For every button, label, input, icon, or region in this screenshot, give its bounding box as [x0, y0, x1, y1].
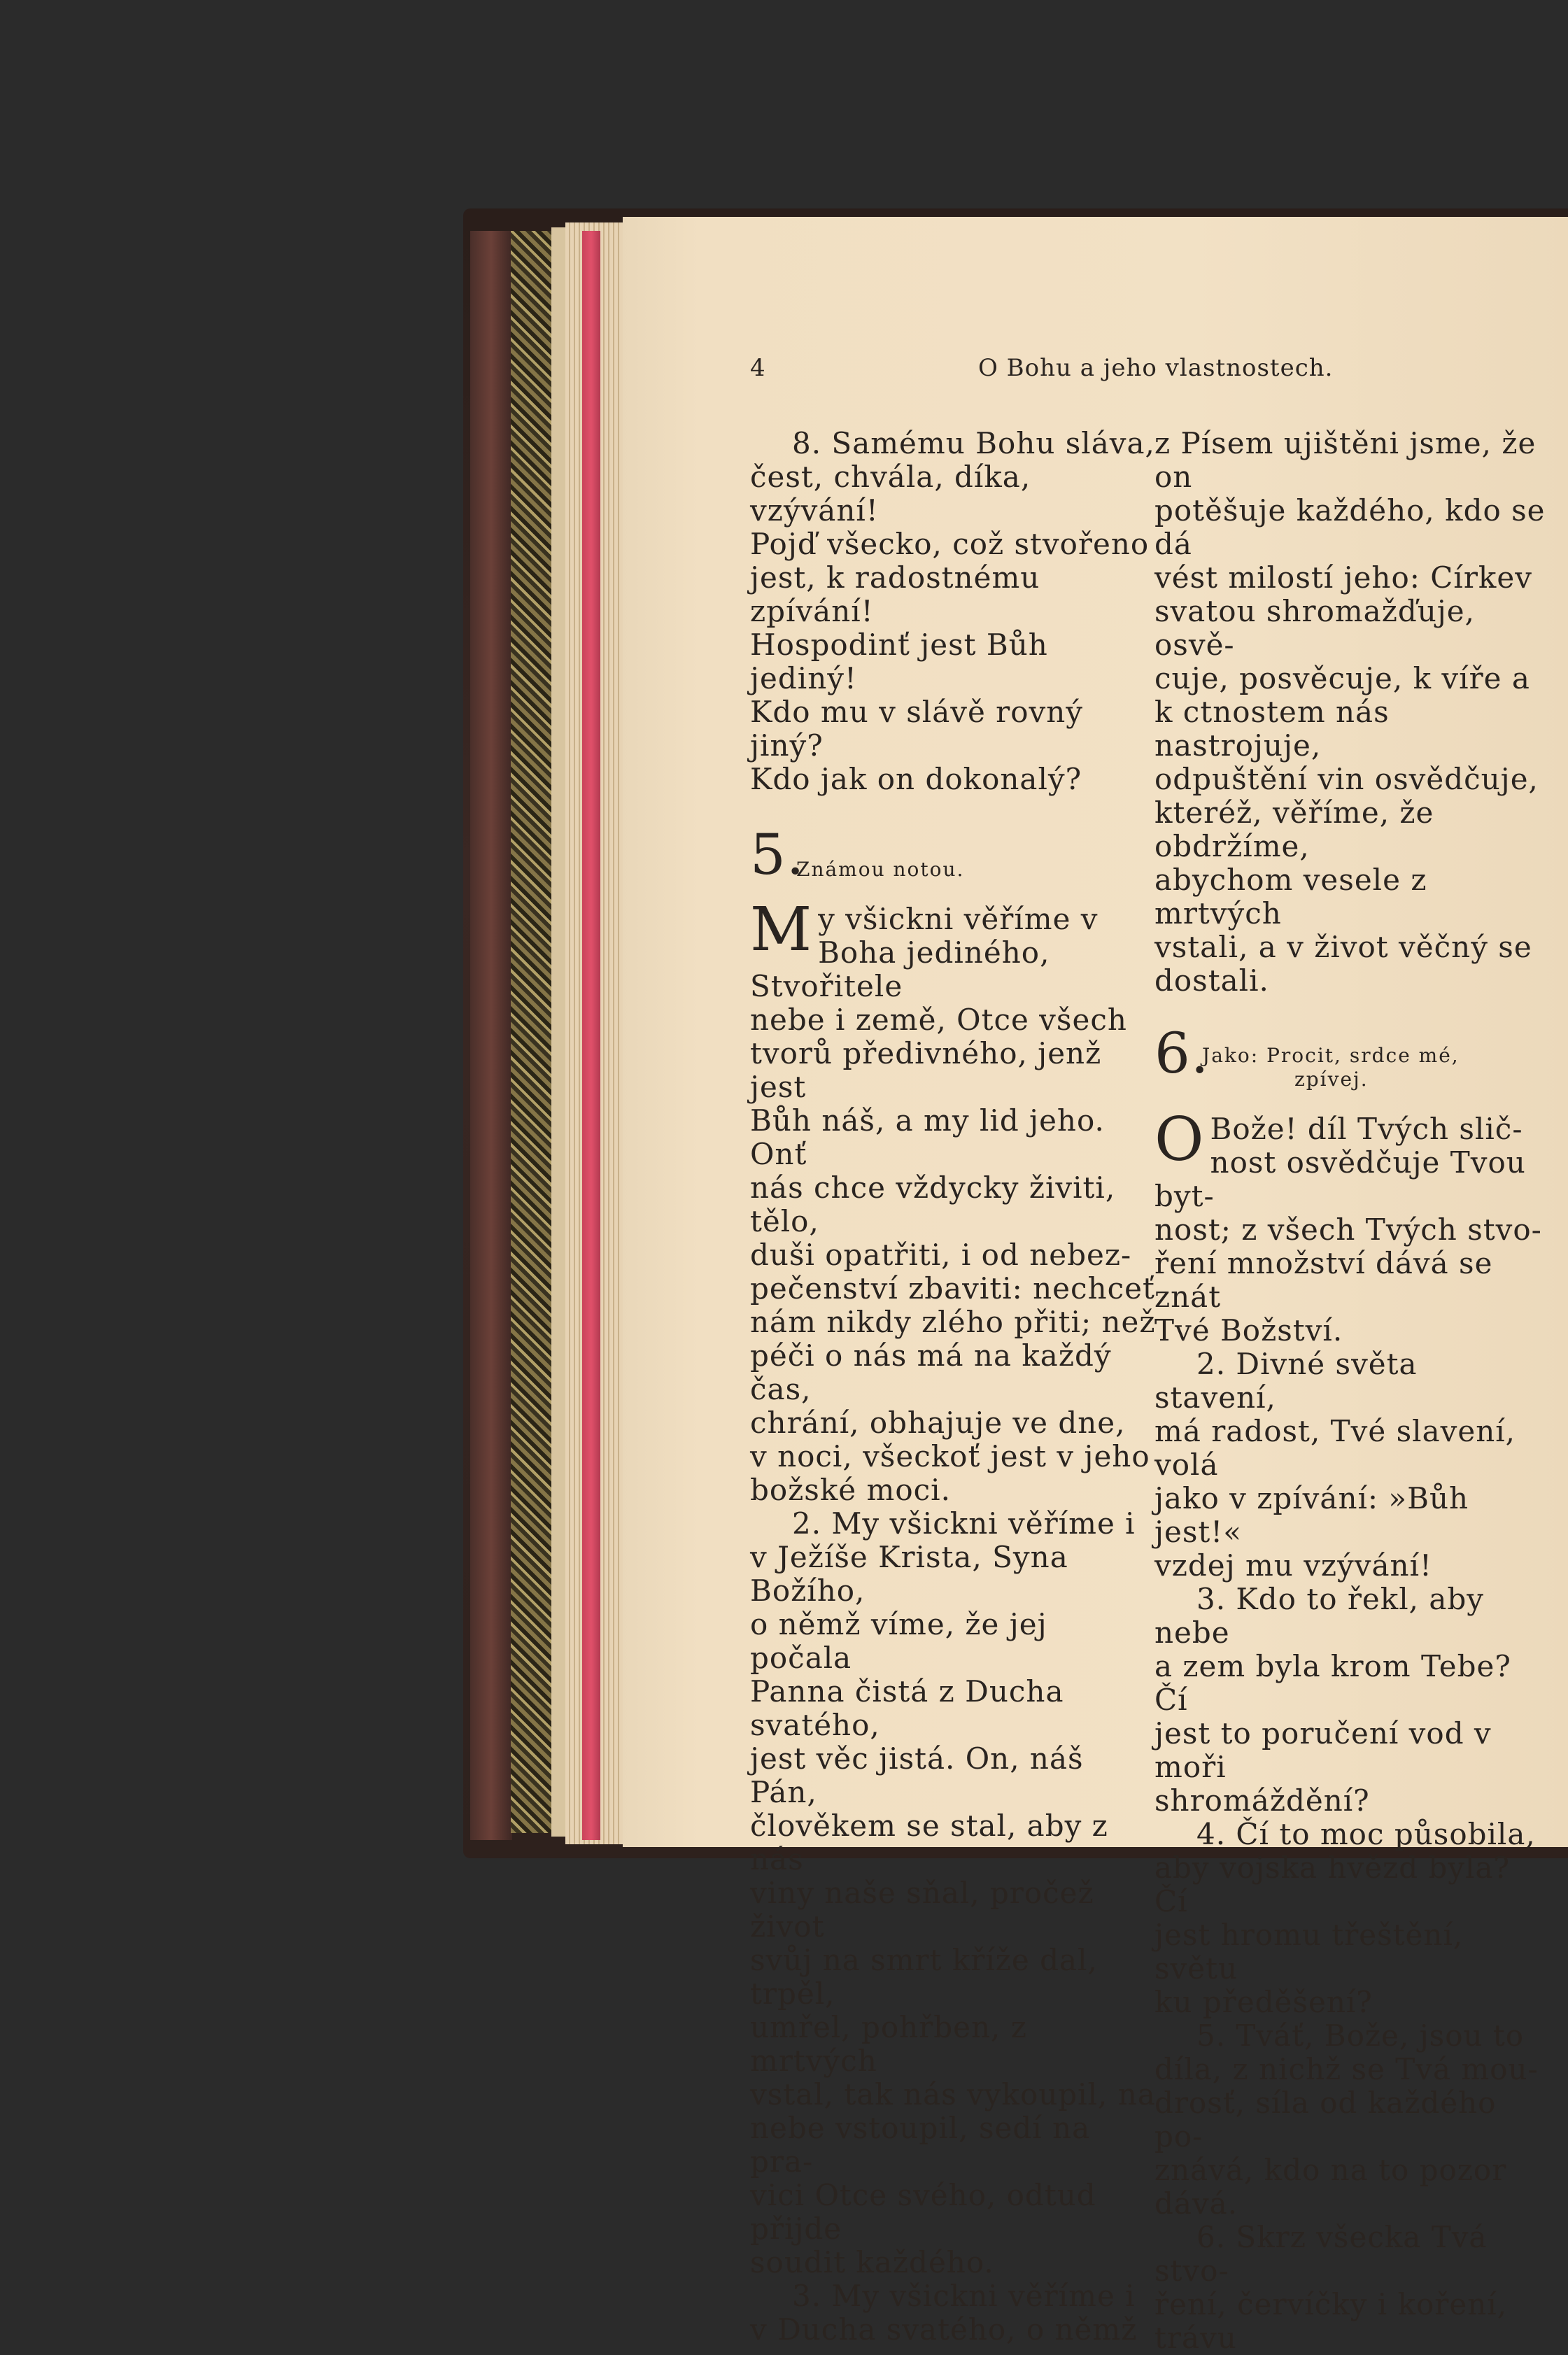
hymn-6-header: [1154, 1021, 1546, 1103]
text-line: jako v zpívání: »Bůh jest!«: [1154, 1481, 1469, 1549]
page-number: 4: [750, 354, 766, 382]
text-line: tvorů předivného, jenž jest: [750, 1036, 1102, 1104]
text-line: 2. Divné světa stavení,: [1154, 1347, 1418, 1415]
text-line: kteréž, věříme, že obdržíme,: [1154, 795, 1434, 863]
text-line: vést milostí jeho: Církev: [1154, 560, 1532, 595]
text-line: nám nikdy zlého přiti; než: [750, 1305, 1156, 1339]
text-line: Hospodinť jest Bůh jediný!: [750, 628, 1048, 695]
hymn-5-continuation: [1154, 427, 1546, 998]
text-line: Kdo mu v slávě rovný jiný?: [750, 695, 1084, 763]
text-line: 3. Kdo to řekl, aby nebe: [1154, 1582, 1485, 1650]
text-line: abychom vesele z mrtvých: [1154, 863, 1427, 931]
text-line: znává, kdo na to pozor dává.: [1154, 2153, 1507, 2221]
text-line: díla, z nichž se Tvá mou-: [1154, 2052, 1539, 2086]
text-line: odpuštění vin osvědčuje,: [1154, 762, 1539, 796]
text-line: ku předěšení?: [1154, 1985, 1373, 2019]
text-line: jest, k radostnému zpívání!: [750, 560, 1040, 628]
text-line: 4. Čí to moc působila,: [1196, 1817, 1536, 1851]
text-line: Panna čistá z Ducha svatého,: [750, 1674, 1064, 1742]
text-line: vstal, tak nás vykoupil, na: [750, 2077, 1156, 2112]
text-line: pečenství zbaviti: nechceť: [750, 1271, 1155, 1306]
red-page-edge: [582, 231, 600, 1840]
text-line: v Ducha svatého, o němž: [750, 2312, 1138, 2347]
text-line: nebe vstoupil, sedí na pra-: [750, 2111, 1091, 2179]
text-line: má radost, Tvé slavení, volá: [1154, 1414, 1516, 1482]
left-column: [750, 427, 1156, 2347]
hymn-number: 5.: [750, 822, 805, 887]
running-head: O Bohu a jeho vlastnostech.: [978, 354, 1334, 382]
hymn-6-text: [1154, 1105, 1546, 2355]
text-line: ření množství dává se znát: [1154, 1246, 1493, 1314]
text-line: ření, červíčky i koření, trávu: [1154, 2287, 1508, 2355]
text-line: y všickni věříme v: [818, 902, 1099, 936]
text-line: o němž víme, že jej počala: [750, 1607, 1047, 1675]
text-line: Boha jediného, Stvořitele: [750, 935, 1050, 1003]
text-line: vzdej mu vzývání!: [1154, 1548, 1432, 1583]
hymn-5-text: [750, 895, 1156, 2347]
hymn-5-header: [750, 822, 1156, 894]
drop-cap: M: [750, 895, 813, 965]
text-line: jest hromu třeštění, světu: [1154, 1918, 1464, 1986]
text-line: 6. Skrz všecka Tvá stvo-: [1154, 2220, 1488, 2288]
text-line: Tvé Božství.: [1154, 1313, 1343, 1348]
verse-8: [750, 427, 1156, 796]
text-line: v Ježíše Krista, Syna Božího,: [750, 1540, 1068, 1608]
text-line: vici Otce svého, odtud přijde: [750, 2178, 1096, 2246]
text-line: soudit každého.: [750, 2245, 994, 2279]
text-line: 8. Samému Bohu sláva,: [792, 426, 1155, 460]
text-line: nost; z všech Tvých stvo-: [1154, 1212, 1542, 1247]
text-line: svůj na smrt kříže dal, trpěl,: [750, 1943, 1098, 2011]
text-line: cuje, posvěcuje, k víře a: [1154, 661, 1530, 695]
text-line: božské moci.: [750, 1473, 951, 1507]
drop-cap: O: [1154, 1105, 1205, 1175]
text-line: 5. Tváť, Bože, jsou to: [1196, 2018, 1525, 2053]
text-line: aby vojska hvězd byla? Čí: [1154, 1851, 1511, 1918]
hymn-tune: Jako: Procit, srdce mé,: [1202, 1044, 1460, 1067]
text-line: čest, chvála, díka, vzývání!: [750, 460, 1031, 528]
text-line: člověkem se stal, aby z nás: [750, 1809, 1108, 1876]
right-column: [1154, 427, 1546, 2355]
book-spine: [470, 231, 512, 1840]
hymn-tune-cont: zpívej.: [1294, 1068, 1369, 1091]
text-line: péči o nás má na každý čas,: [750, 1338, 1112, 1406]
text-line: v noci, všeckoť jest v jeho: [750, 1439, 1150, 1473]
text-line: duši opatřiti, i od nebez-: [750, 1238, 1132, 1272]
text-line: a zem byla krom Tebe? Čí: [1154, 1649, 1511, 1717]
text-line: jest to poručení vod v moři: [1154, 1716, 1492, 1784]
text-line: nost osvědčuje Tvou byt-: [1154, 1145, 1526, 1213]
text-line: 2. My všickni věříme i: [792, 1506, 1136, 1541]
text-line: drosť, síla od každého po-: [1154, 2086, 1497, 2154]
text-line: viny naše sňal, pročež život: [750, 1876, 1094, 1944]
text-line: nebe i země, Otce všech: [750, 1003, 1127, 1037]
text-line: chrání, obhajuje ve dne,: [750, 1406, 1126, 1440]
text-line: jest věc jistá. On, náš Pán,: [750, 1741, 1084, 1809]
text-line: umřel, pohřben, z mrtvých: [750, 2010, 1027, 2078]
text-line: Bože! díl Tvých slič-: [1210, 1112, 1523, 1146]
text-line: 3. My všickni věříme i: [792, 2279, 1136, 2313]
text-line: Bůh náš, a my lid jeho. Onť: [750, 1103, 1105, 1171]
text-line: svatou shromažďuje, osvě-: [1154, 594, 1476, 662]
text-line: dostali.: [1154, 963, 1269, 998]
text-line: potěšuje každého, kdo se dá: [1154, 493, 1546, 561]
text-line: Pojď všecko, což stvořeno: [750, 527, 1150, 561]
marbled-endpaper: [511, 231, 551, 1833]
text-line: z Písem ujištěni jsme, že on: [1154, 426, 1537, 494]
text-line: shromáždění?: [1154, 1783, 1370, 1818]
text-line: vstali, a v život věčný se: [1154, 930, 1532, 964]
text-line: nás chce vždycky živiti, tělo,: [750, 1171, 1116, 1238]
hymn-tune: Známou notou.: [796, 858, 965, 881]
hymn-number: 6.: [1154, 1021, 1210, 1086]
text-line: Kdo jak on dokonalý?: [750, 762, 1082, 796]
book-page: [623, 217, 1568, 2355]
text-line: k ctnostem nás nastrojuje,: [1154, 695, 1390, 763]
